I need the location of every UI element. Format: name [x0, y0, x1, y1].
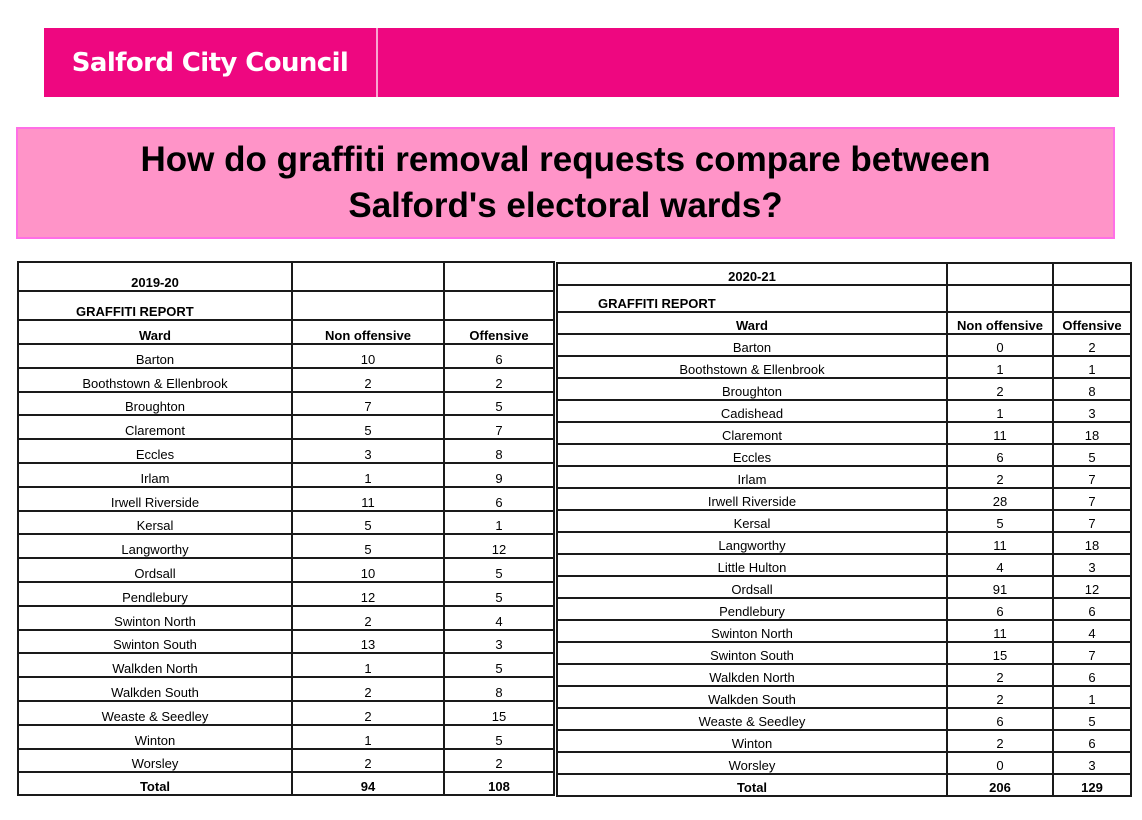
empty-cell [1053, 263, 1131, 285]
offensive-count: 6 [444, 487, 554, 511]
non-offensive-count: 1 [292, 653, 444, 677]
offensive-count: 5 [444, 392, 554, 416]
table-row [18, 558, 554, 582]
offensive-count: 1 [1053, 356, 1131, 378]
offensive-count: 6 [1053, 664, 1131, 686]
non-offensive-count: 7 [292, 392, 444, 416]
graffiti-table-2019-20 [17, 261, 555, 796]
ward-name: Langworthy [18, 534, 292, 558]
ward-name: Barton [18, 344, 292, 368]
non-offensive-count: 10 [292, 344, 444, 368]
offensive-count: 5 [1053, 444, 1131, 466]
non-offensive-count: 12 [292, 582, 444, 606]
non-offensive-count: 15 [947, 642, 1053, 664]
offensive-count: 9 [444, 463, 554, 487]
offensive-count: 4 [444, 606, 554, 630]
offensive-count: 5 [1053, 708, 1131, 730]
ward-name: Kersal [557, 510, 947, 532]
ward-name: Walkden South [18, 677, 292, 701]
non-offensive-count: 2 [292, 606, 444, 630]
ward-name: Broughton [557, 378, 947, 400]
table-row [18, 392, 554, 416]
table-row [18, 463, 554, 487]
offensive-count: 7 [1053, 466, 1131, 488]
offensive-count: 7 [444, 415, 554, 439]
offensive-count: 1 [444, 511, 554, 535]
empty-cell [444, 291, 554, 320]
offensive-count: 7 [1053, 488, 1131, 510]
table-row [18, 582, 554, 606]
non-offensive-count: 11 [947, 620, 1053, 642]
ward-name: Ordsall [557, 576, 947, 598]
column-header-row [18, 320, 554, 344]
ward-name: Little Hulton [557, 554, 947, 576]
non-offensive-count: 0 [947, 752, 1053, 774]
ward-name: Boothstown & Ellenbrook [557, 356, 947, 378]
non-offensive-count: 2 [947, 730, 1053, 752]
offensive-count: 12 [444, 534, 554, 558]
table-row [18, 653, 554, 677]
column-header-non-offensive: Non offensive [292, 320, 444, 344]
table-row [18, 725, 554, 749]
offensive-count: 6 [444, 344, 554, 368]
offensive-count: 6 [1053, 730, 1131, 752]
non-offensive-count: 2 [947, 378, 1053, 400]
column-header-non-offensive: Non offensive [947, 312, 1053, 334]
table-row [18, 606, 554, 630]
offensive-count: 18 [1053, 532, 1131, 554]
ward-name: Barton [557, 334, 947, 356]
ward-name: Swinton South [557, 642, 947, 664]
year-row [557, 263, 1131, 285]
banner-divider [376, 28, 378, 97]
non-offensive-count: 6 [947, 598, 1053, 620]
table-row [557, 444, 1131, 466]
offensive-count: 7 [1053, 642, 1131, 664]
non-offensive-count: 3 [292, 439, 444, 463]
offensive-count: 2 [444, 368, 554, 392]
empty-cell [292, 262, 444, 291]
ward-name: Claremont [18, 415, 292, 439]
total-row [557, 774, 1131, 796]
non-offensive-count: 2 [947, 466, 1053, 488]
column-header-ward: Ward [18, 320, 292, 344]
report-label: GRAFFITI REPORT [557, 285, 947, 312]
non-offensive-count: 5 [292, 534, 444, 558]
ward-name: Langworthy [557, 532, 947, 554]
offensive-count: 5 [444, 725, 554, 749]
table-row [557, 510, 1131, 532]
ward-name: Swinton South [18, 630, 292, 654]
table-row [557, 488, 1131, 510]
offensive-count: 2 [444, 749, 554, 773]
non-offensive-count: 11 [292, 487, 444, 511]
offensive-count: 3 [1053, 554, 1131, 576]
column-header-ward: Ward [557, 312, 947, 334]
column-header-offensive: Offensive [444, 320, 554, 344]
non-offensive-count: 5 [292, 511, 444, 535]
year-row [18, 262, 554, 291]
ward-name: Irwell Riverside [18, 487, 292, 511]
offensive-count: 7 [1053, 510, 1131, 532]
ward-name: Worsley [557, 752, 947, 774]
non-offensive-count: 0 [947, 334, 1053, 356]
offensive-count: 8 [1053, 378, 1131, 400]
report-label-row [18, 291, 554, 320]
non-offensive-count: 6 [947, 708, 1053, 730]
offensive-count: 3 [1053, 400, 1131, 422]
ward-name: Eccles [18, 439, 292, 463]
offensive-count: 1 [1053, 686, 1131, 708]
table-row [557, 554, 1131, 576]
ward-name: Worsley [18, 749, 292, 773]
non-offensive-count: 11 [947, 532, 1053, 554]
total-label: Total [557, 774, 947, 796]
ward-name: Cadishead [557, 400, 947, 422]
ward-name: Irwell Riverside [557, 488, 947, 510]
offensive-count: 3 [1053, 752, 1131, 774]
offensive-count: 15 [444, 701, 554, 725]
total-non-offensive: 206 [947, 774, 1053, 796]
report-label: GRAFFITI REPORT [18, 291, 292, 320]
offensive-count: 5 [444, 582, 554, 606]
non-offensive-count: 2 [292, 368, 444, 392]
offensive-count: 2 [1053, 334, 1131, 356]
offensive-count: 4 [1053, 620, 1131, 642]
table-row [557, 730, 1131, 752]
empty-cell [947, 285, 1053, 312]
table-row [18, 677, 554, 701]
table-row [18, 487, 554, 511]
year-label: 2020-21 [557, 263, 947, 285]
non-offensive-count: 28 [947, 488, 1053, 510]
ward-name: Walkden South [557, 686, 947, 708]
table-row [557, 642, 1131, 664]
ward-name: Irlam [18, 463, 292, 487]
ward-name: Boothstown & Ellenbrook [18, 368, 292, 392]
offensive-count: 6 [1053, 598, 1131, 620]
table-row [18, 630, 554, 654]
ward-name: Walkden North [557, 664, 947, 686]
total-row [18, 772, 554, 795]
council-logo-text: Salford City Council [71, 47, 349, 78]
ward-name: Pendlebury [557, 598, 947, 620]
offensive-count: 5 [444, 558, 554, 582]
ward-name: Claremont [557, 422, 947, 444]
offensive-count: 5 [444, 653, 554, 677]
ward-name: Kersal [18, 511, 292, 535]
ward-name: Winton [18, 725, 292, 749]
table-row [557, 576, 1131, 598]
ward-name: Eccles [557, 444, 947, 466]
page-title-line-1: How do graffiti removal requests compare between [140, 140, 991, 179]
offensive-count: 8 [444, 439, 554, 463]
total-offensive: 129 [1053, 774, 1131, 796]
table-row [18, 701, 554, 725]
ward-name: Pendlebury [18, 582, 292, 606]
table-row [18, 368, 554, 392]
non-offensive-count: 11 [947, 422, 1053, 444]
empty-cell [292, 291, 444, 320]
non-offensive-count: 2 [292, 701, 444, 725]
year-label: 2019-20 [18, 262, 292, 291]
table-row [557, 708, 1131, 730]
non-offensive-count: 91 [947, 576, 1053, 598]
ward-name: Walkden North [18, 653, 292, 677]
council-banner [44, 28, 1119, 97]
column-header-row [557, 312, 1131, 334]
ward-name: Ordsall [18, 558, 292, 582]
non-offensive-count: 2 [292, 677, 444, 701]
table-row [557, 422, 1131, 444]
table-row [18, 415, 554, 439]
non-offensive-count: 1 [947, 356, 1053, 378]
offensive-count: 12 [1053, 576, 1131, 598]
non-offensive-count: 5 [947, 510, 1053, 532]
table-row [18, 439, 554, 463]
ward-name: Swinton North [18, 606, 292, 630]
non-offensive-count: 10 [292, 558, 444, 582]
table-row [557, 400, 1131, 422]
table-row [18, 344, 554, 368]
table-row [557, 356, 1131, 378]
empty-cell [444, 262, 554, 291]
ward-name: Swinton North [557, 620, 947, 642]
empty-cell [1053, 285, 1131, 312]
total-non-offensive: 94 [292, 772, 444, 795]
page-title-box [16, 127, 1115, 239]
offensive-count: 8 [444, 677, 554, 701]
table-row [557, 664, 1131, 686]
table-row [18, 749, 554, 773]
offensive-count: 3 [444, 630, 554, 654]
table-row [557, 334, 1131, 356]
non-offensive-count: 1 [947, 400, 1053, 422]
report-label-row [557, 285, 1131, 312]
table-row [557, 466, 1131, 488]
non-offensive-count: 2 [947, 686, 1053, 708]
empty-cell [947, 263, 1053, 285]
ward-name: Broughton [18, 392, 292, 416]
offensive-count: 18 [1053, 422, 1131, 444]
non-offensive-count: 2 [292, 749, 444, 773]
ward-name: Winton [557, 730, 947, 752]
table-row [557, 378, 1131, 400]
graffiti-table-2020-21 [556, 262, 1132, 797]
table-row [18, 511, 554, 535]
column-header-offensive: Offensive [1053, 312, 1131, 334]
non-offensive-count: 1 [292, 463, 444, 487]
table-row [18, 534, 554, 558]
non-offensive-count: 5 [292, 415, 444, 439]
total-label: Total [18, 772, 292, 795]
table-row [557, 752, 1131, 774]
ward-name: Weaste & Seedley [18, 701, 292, 725]
total-offensive: 108 [444, 772, 554, 795]
table-row [557, 532, 1131, 554]
ward-name: Weaste & Seedley [557, 708, 947, 730]
table-row [557, 686, 1131, 708]
ward-name: Irlam [557, 466, 947, 488]
table-row [557, 598, 1131, 620]
table-row [557, 620, 1131, 642]
non-offensive-count: 6 [947, 444, 1053, 466]
non-offensive-count: 1 [292, 725, 444, 749]
page-title-line-2: Salford's electoral wards? [348, 186, 783, 225]
non-offensive-count: 4 [947, 554, 1053, 576]
non-offensive-count: 13 [292, 630, 444, 654]
non-offensive-count: 2 [947, 664, 1053, 686]
